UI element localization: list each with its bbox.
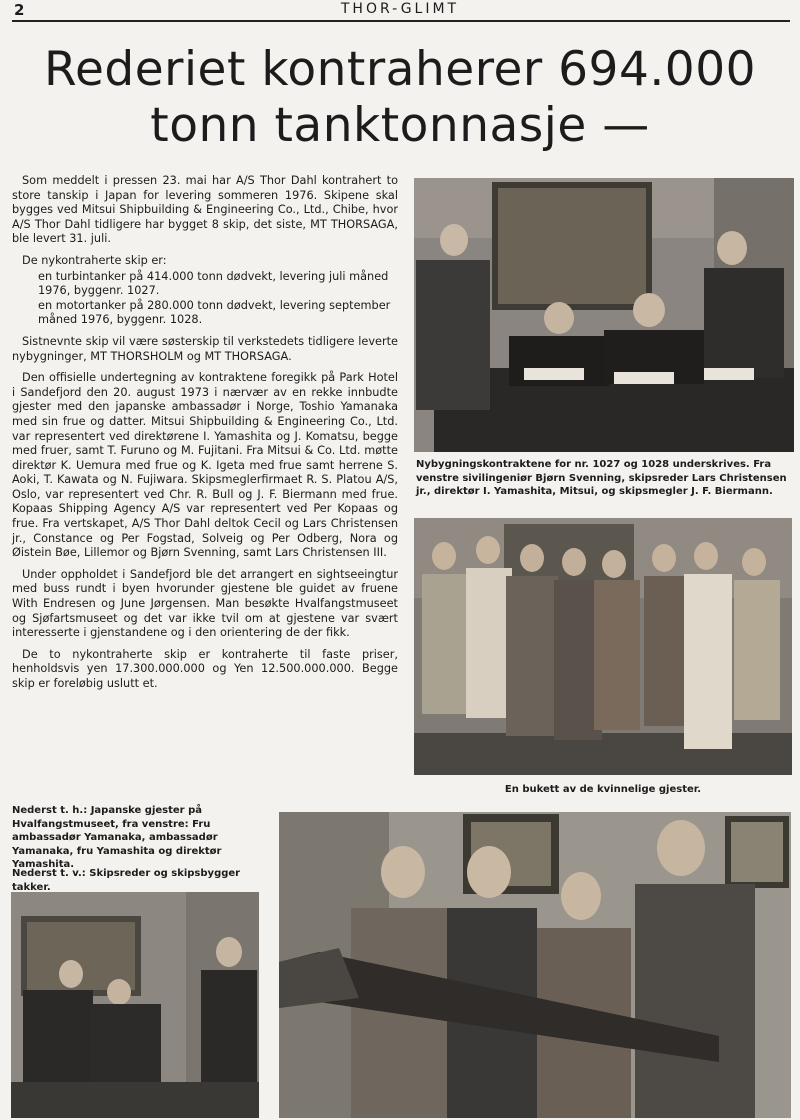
paragraph-list-intro: De nykontraherte skip er: bbox=[22, 253, 167, 267]
handshake-photo bbox=[11, 892, 259, 1118]
page-number: 2 bbox=[14, 1, 25, 19]
headline-line-1: Rederiet kontraherer 694.000 bbox=[43, 42, 757, 97]
article-headline bbox=[0, 42, 800, 154]
headline-line-2: tonn tanktonnasje — bbox=[150, 98, 650, 153]
article-body bbox=[12, 174, 398, 699]
museum-photo bbox=[279, 812, 791, 1118]
paragraph-intro: Som meddelt i pressen 23. mai har A/S Thor Dahl kontrahert to store tanskip i Japan for levering sommeren 1976. Skipene skal bygges ved Mitsui Shipbuilding & Engineering Co., Ltd., Chibe, hvor A/S Thor Dahl tidligere har bygget 8 skip, det siste, MT THORSAGA, ble levert 31. juli. bbox=[12, 174, 398, 246]
paragraph-sister-ship: Sistnevnte skip vil være søsterskip til verkstedets tidligere leverte nybygninger, MT THORSHOLM og MT THORSAGA. bbox=[12, 334, 398, 363]
header-rule bbox=[12, 20, 790, 22]
paragraph-signing: Den offisielle undertegning av kontraktene foregikk på Park Hotel i Sandefjord den 20. august 1973 i nærvær av en rekke innbudte gjester med den japanske ambassadør i Norge, Toshio Yamanaka med sin frue og datter. Mitsui Shipbuilding & Engineering Co., Ltd. var representert ved direktørene I. Yamashita og J. Komatsu, begge med fruer, samt T. Furuno og M. Fujitani. Fra Mitsui & Co. Ltd. møtte direktør K. Uemura med frue og K. Igeta med frue samt herrene S. Aoki, T. Kawata og N. Fujiwara. Skipsmeglerfirmaet R. S. Platou A/S, Oslo, var representert ved Chr. R. Bull og J. F. Biermann med frue. Kopaas Shipping Agency A/S var representert ved Per Kopaas og frue. Fra vertskapet, A/S Thor Dahl deltok Cecil og Lars Christensen jr., Constance og Per Fogstad, Solveig og Per Odberg, Nora og Øistein Bøe, Lillemor og Bjørn Svenning, samt Lars Christensen III. bbox=[12, 371, 398, 560]
paragraph-sightseeing: Under oppholdet i Sandefjord ble det arrangert en sightseeingtur med buss rundt i byen hvorunder gjestene ble guidet av fruene With Endresen og June Jørgensen. Man besøkte Hvalfangstmuseet og Sjøfartsmuseet og det var ikke tvil om at gjestene var svært interesserte i gjenstandene og i den orientering de der fikk. bbox=[12, 567, 398, 640]
ship-spec-list bbox=[12, 270, 398, 328]
bouquet-photo bbox=[414, 518, 792, 775]
caption-museum: Nederst t. h.: Japanske gjester på Hvalfangstmuseet, fra venstre: Fru ambassadør Yamanaka, ambassadør Yamanaka, fru Yamashita og direktør Yamashita. bbox=[12, 805, 222, 870]
caption-signing: Nybygningskontraktene for nr. 1027 og 1028 underskrives. Fra venstre sivilingeniør Bjørn Svenning, skipsreder Lars Christensen jr., direktør I. Yamashita, Mitsui, og skipsmegler J. F. Biermann. bbox=[416, 459, 787, 497]
paragraph-prices: De to nykontraherte skip er kontraherte til faste priser, henholdsvis yen 17.300.000.000 og Yen 12.500.000.000. Begge skip er foreløbig uslutt et. bbox=[12, 647, 398, 690]
caption-handshake: Nederst t. v.: Skipsreder og skipsbygger takker. bbox=[12, 868, 241, 893]
running-title: THOR-GLIMT bbox=[340, 1, 460, 17]
caption-bouquet: En bukett av de kvinnelige gjester. bbox=[504, 784, 702, 795]
signing-photo bbox=[414, 178, 794, 452]
spec-item-turbine: en turbintanker på 414.000 tonn dødvekt, levering juli måned 1976, byggenr. 1027. bbox=[38, 269, 389, 298]
spec-item-motor: en motortanker på 280.000 tonn dødvekt, levering september måned 1976, byggenr. 1028. bbox=[38, 298, 391, 327]
